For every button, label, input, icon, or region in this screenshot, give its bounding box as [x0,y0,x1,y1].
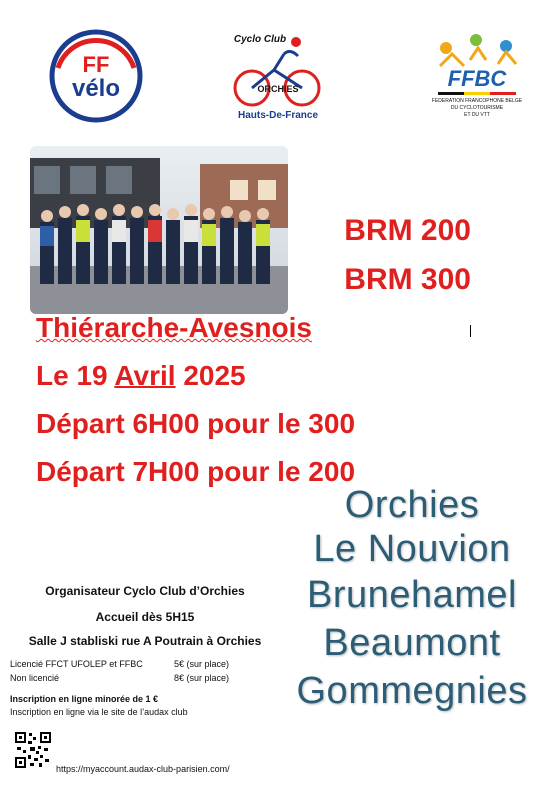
group-photo [30,146,288,314]
city-beaumont: Beaumont [323,622,501,664]
non-licencie-label: Non licencié [10,673,60,683]
date-month: Avril [114,360,176,391]
ffbc-subtitle-3: ET DU VTT [464,112,490,118]
cyclo-club-region: Hauts-De-France [237,110,319,121]
organisateur: Organisateur Cyclo Club d’Orchies [45,584,245,598]
ffbc-subtitle-1: FEDERATION FRANCOPHONE BELGE [431,98,523,104]
salle-address: Salle J stabliski rue A Poutrain à Orchies [28,634,262,648]
inscription-minoree: Inscription en ligne minorée de 1 € [10,694,159,704]
city-brunehamel: Brunehamel [307,574,517,616]
cyclo-club-title: Cyclo Club [233,34,287,45]
city-gommegnies: Gommegnies [296,670,528,712]
depart-300: Départ 6H00 pour le 300 [36,408,356,439]
licencie-price: 5€ (sur place) [174,659,230,669]
non-licencie-row [10,673,230,683]
ffvelo-logo [48,28,144,124]
licencie-label: Licencié FFCT UFOLEP et FFBC [10,659,143,669]
city-orchies: Orchies [344,484,480,526]
licencie-row [10,659,230,669]
brm-300-title: BRM 300 [344,263,471,296]
date-suffix: 2025 [175,360,246,391]
depart-200: Départ 7H00 pour le 200 [36,456,356,487]
city-le-nouvion: Le Nouvion [313,528,511,570]
qr-code[interactable] [14,731,52,769]
text-cursor [470,325,471,337]
region-text: Thiérarche-Avesnois [36,312,312,343]
cyclo-club-orchies-logo [226,30,330,122]
non-licencie-price: 8€ (sur place) [174,673,230,683]
inscription-site: Inscription en ligne via le site de l’audax club [10,707,188,717]
ffbc-acronym: FFBC [447,66,507,91]
ffvelo-velo: vélo [71,75,121,102]
ffbc-logo [428,26,526,122]
ffbc-subtitle-2: DU CYCLOTOURISME [450,105,504,111]
brm-200-title: BRM 200 [344,214,471,247]
date-prefix: Le 19 [36,360,115,391]
registration-url[interactable]: https://myaccount.audax-club-parisien.com/ [56,764,230,774]
accueil-time: Accueil dès 5H15 [95,610,195,624]
ffvelo-ff: FF [82,52,110,77]
region-title [36,312,312,344]
event-date [36,360,246,392]
cyclo-club-name: ORCHIES [257,84,299,94]
